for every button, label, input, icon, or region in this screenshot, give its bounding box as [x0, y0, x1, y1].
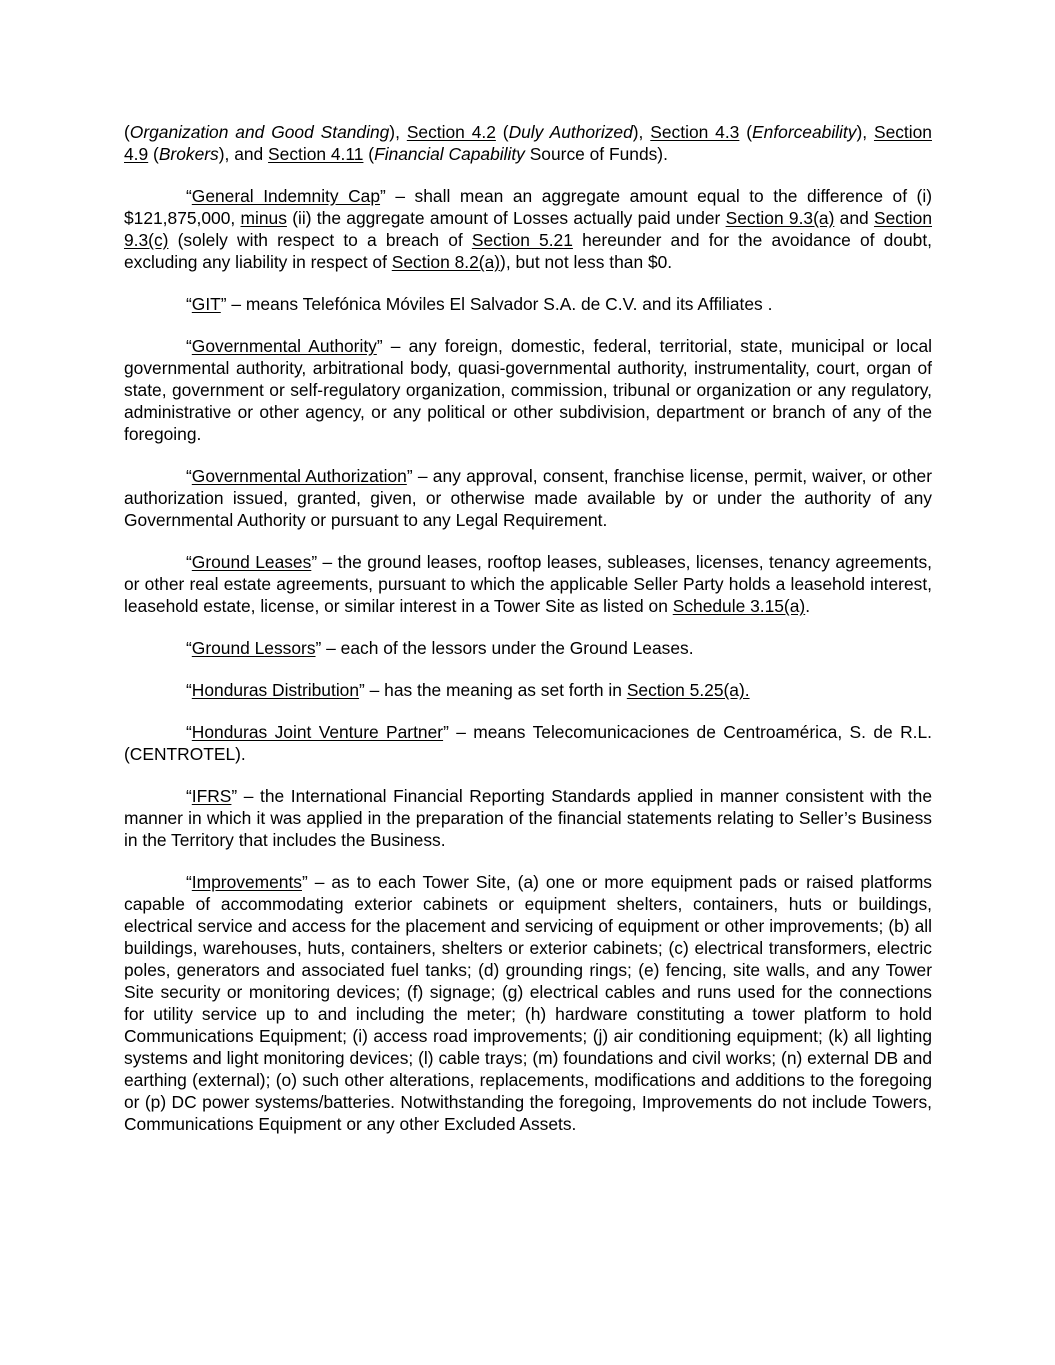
section-9-3c-link[interactable]: Section 9.3(c) — [124, 208, 932, 250]
defined-term: Governmental Authorization — [191, 466, 407, 486]
definition-improvements: “Improvements” – as to each Tower Site, (a) one or more equipment pads or raised platforms capable of accommodating exterior cabinets or equipment shelters, containers, huts or buildings, electrical service and access for the placement and servicing of equipment or other improvements; (b) all buildings, warehouses, huts, containers, shelters or exterior cabinets; (c) electrical transformers, electric poles, generators and associated fuel tanks; (d) grounding rings; (e) fencing, site walls, and any Tower Site security or monitoring devices; (f) signage; (g) electrical cables and runs used for the connections for utility service up to and including the meter; (h) hardware constituting a tower platform to hold Communications Equipment; (i) access road improvements; (j) air conditioning equipment; (k) all lighting systems and light monitoring devices; (l) cable trays; (m) foundations and civil works; (n) external DB and earthing (external); (o) such other alterations, replacements, modifications and additions to the foregoing or (p) DC power systems/batteries. Notwithstanding the foregoing, Improvements do not include Towers, Communications Equipment or any other Excluded Assets. — [124, 872, 932, 1134]
minus-term: minus — [240, 208, 287, 228]
defined-term: General Indemnity Cap — [191, 186, 381, 206]
defined-term: Ground Lessors — [191, 638, 316, 658]
defined-term: GIT — [191, 294, 221, 314]
brokers-text: Brokers — [158, 144, 219, 164]
definition-governmental-authorization: “Governmental Authorization” – any approval, consent, franchise license, permit, waiver, or other authorization issued, granted, given, or otherwise made available by or under the authority of any Governmental Authority or pursuant to any Legal Requirement. — [124, 466, 932, 530]
section-4-3-link[interactable]: Section 4.3 — [650, 122, 740, 142]
enforceability-text: Enforceability — [752, 122, 857, 142]
definition-governmental-authority: “Governmental Authority” – any foreign, domestic, federal, territorial, state, municipal or local governmental authority, arbitrational body, quasi-governmental authority, instrumentality, court, organ of state, government or self-regulatory organization, commission, tribunal or organization or any regulatory, administrative or other agency, or any political or other subdivision, department or branch of any of the foregoing. — [124, 336, 932, 444]
definition-git: “GIT” – means Telefónica Móviles El Salvador S.A. de C.V. and its Affiliates . — [186, 294, 773, 314]
defined-term: Governmental Authority — [191, 336, 377, 356]
defined-term: Honduras Distribution — [191, 680, 360, 700]
section-5-21-link[interactable]: Section 5.21 — [471, 230, 573, 250]
definition-ifrs: “IFRS” – the International Financial Reporting Standards applied in manner consistent with the manner in which it was applied in the preparation of the financial statements relating to Seller’s Business in the Territory that includes the Business. — [124, 786, 932, 850]
schedule-3-15a-link[interactable]: Schedule 3.15(a) — [672, 596, 806, 616]
section-9-3a-link[interactable]: Section 9.3(a) — [725, 208, 835, 228]
defined-term: Improvements — [191, 872, 302, 892]
financial-capability-text: Financial Capability — [374, 144, 525, 164]
section-4-11-link[interactable]: Section 4.11 — [268, 144, 364, 164]
intro-paragraph: (Organization and Good Standing), Section 4.2 (Duly Authorized), Section 4.3 (Enforceability), Section 4.9 (Brokers), and Section 4.11 (Financial Capability Source of Funds). — [124, 122, 932, 164]
section-4-2-link[interactable]: Section 4.2 — [406, 122, 496, 142]
definition-ground-lessors: “Ground Lessors” – each of the lessors under the Ground Leases. — [186, 638, 694, 658]
org-good-standing-text: Organization and Good Standing — [129, 122, 390, 142]
defined-term: IFRS — [191, 786, 232, 806]
definition-honduras-distribution: “Honduras Distribution” – has the meaning as set forth in Section 5.25(a). — [186, 680, 750, 700]
section-5-25a-link[interactable]: Section 5.25(a). — [626, 680, 750, 700]
section-4-9-link[interactable]: Section 4.9 — [124, 122, 932, 164]
section-8-2a-link[interactable]: Section 8.2(a) — [391, 252, 501, 272]
defined-term: Ground Leases — [191, 552, 312, 572]
duly-authorized-text: Duly Authorized — [508, 122, 633, 142]
definition-honduras-jv-partner: “Honduras Joint Venture Partner” – means Telecomunicaciones de Centroamérica, S. de R.L. (CENTROTEL). — [124, 722, 932, 764]
document-page — [124, 121, 932, 1155]
defined-term: Honduras Joint Venture Partner — [191, 722, 444, 742]
definition-ground-leases: “Ground Leases” – the ground leases, rooftop leases, subleases, licenses, tenancy agreements, or other real estate agreements, pursuant to which the applicable Seller Party holds a leasehold interest, leasehold estate, license, or similar interest in a Tower Site as listed on Schedule 3.15(a). — [124, 552, 932, 616]
definition-general-indemnity-cap: “General Indemnity Cap” – shall mean an aggregate amount equal to the difference of (i) $121,875,000, minus (ii) the aggregate amount of Losses actually paid under Section 9.3(a) and Section 9.3(c) (solely with respect to a breach of Section 5.21 hereunder and for the avoidance of doubt, excluding any liability in respect of Section 8.2(a)), but not less than $0. — [124, 186, 933, 272]
